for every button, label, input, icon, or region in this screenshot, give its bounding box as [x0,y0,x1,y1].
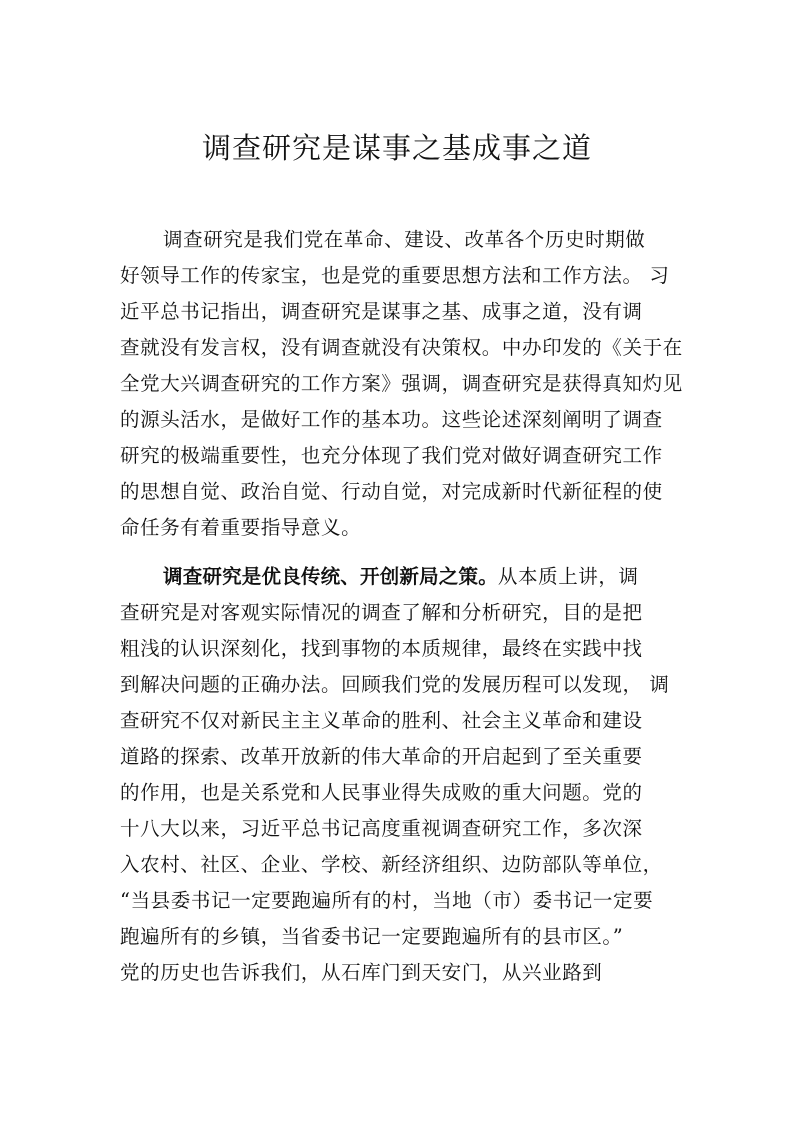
document-title: 调查研究是谋事之基成事之道 [201,131,592,165]
paragraph-line: 的思想自觉、政治自觉、行动自觉，对完成新时代新征程的使 [120,480,663,503]
paragraph-line: 查研究不仅对新民主主义革命的胜利、社会主义革命和建设 [120,709,643,732]
paragraph-line [163,559,639,595]
paragraph-line: 研究的极端重要性，也充分体现了我们党对做好调查研究工作 [120,444,663,467]
paragraph-text: 从本质上讲，调 [497,565,639,588]
paragraph-line: 党的历史也告诉我们，从石库门到天安门，从兴业路到 [120,961,603,984]
paragraph-line: 查研究是对客观实际情况的调查了解和分析研究，目的是把 [120,601,643,624]
paragraph-line: 入农村、社区、企业、学校、新经济组织、边防部队等单位， [120,853,663,876]
paragraph-line: 好领导工作的传家宝，也是党的重要思想方法和工作方法。 习 [120,264,670,287]
paragraph-line: 道路的探索、改革开放新的伟大革命的开启起到了至关重要 [120,745,643,768]
paragraph-line: 全党大兴调查研究的工作方案》强调，调查研究是获得真知灼见 [120,372,683,395]
paragraph-line: 查就没有发言权，没有调查就没有决策权。中办印发的《关于在 [120,336,683,359]
paragraph-line: 近平总书记指出，调查研究是谋事之基、成事之道，没有调 [120,300,643,323]
paragraph-line: 跑遍所有的乡镇，当省委书记一定要跑遍所有的县市区。” [120,925,624,948]
paragraph-line: 的作用，也是关系党和人民事业得失成败的重大问题。党的 [120,781,643,804]
paragraph-line: 调查研究是我们党在革命、建设、改革各个历史时期做 [163,228,646,251]
paragraph-line: “当县委书记一定要跑遍所有的村，当地（市）委书记一定要 [120,889,654,912]
paragraph-line: 粗浅的认识深刻化，找到事物的本质规律，最终在实践中找 [120,637,643,660]
paragraph-line: 的源头活水，是做好工作的基本功。这些论述深刻阐明了调查 [120,408,663,431]
paragraph-line: 命任务有着重要指导意义。 [120,516,362,539]
section-heading: 调查研究是优良传统、开创新局之策。 [163,565,498,588]
paragraph-line: 到解决问题的正确办法。回顾我们党的发展历程可以发现， 调 [120,673,670,696]
paragraph-line: 十八大以来，习近平总书记高度重视调查研究工作，多次深 [120,817,643,840]
